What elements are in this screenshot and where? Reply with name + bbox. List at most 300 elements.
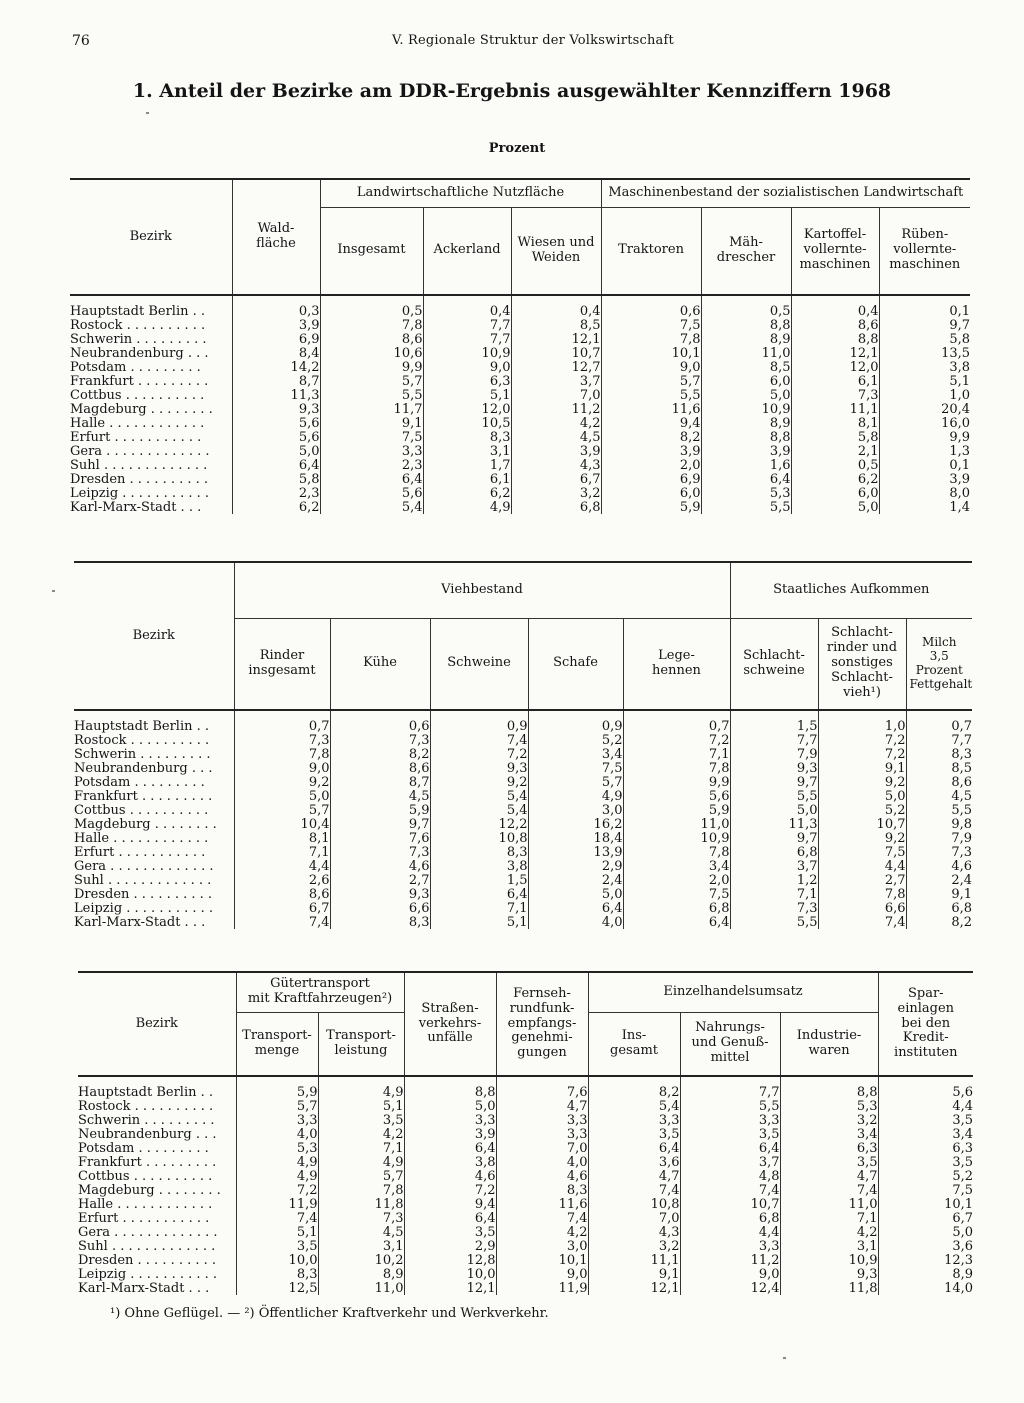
unit-label: Prozent bbox=[488, 141, 546, 156]
value-cell: 6,2 bbox=[423, 486, 511, 500]
value-cell: 5,3 bbox=[236, 1141, 318, 1155]
table-row bbox=[70, 318, 970, 332]
table-row bbox=[74, 747, 972, 761]
spacer-row bbox=[70, 295, 970, 304]
value-cell: 3,9 bbox=[601, 444, 701, 458]
spacer-cell bbox=[878, 1076, 973, 1085]
value-cell: 1,4 bbox=[879, 500, 970, 514]
value-cell: 1,3 bbox=[879, 444, 970, 458]
bezirk-name: Magdeburg . . . . . . . . bbox=[78, 1183, 221, 1197]
value-cell: 7,2 bbox=[818, 747, 906, 761]
group-header-aufkommen: Staatliches Aufkommen bbox=[730, 562, 972, 618]
value-cell: 0,3 bbox=[232, 304, 320, 318]
value-cell: 3,3 bbox=[404, 1113, 496, 1127]
value-cell: 3,9 bbox=[701, 444, 791, 458]
value-cell: 7,8 bbox=[601, 332, 701, 346]
value-cell: 8,4 bbox=[232, 346, 320, 360]
value-cell: 3,6 bbox=[878, 1239, 973, 1253]
value-cell: 1,7 bbox=[423, 458, 511, 472]
value-cell: 10,2 bbox=[318, 1253, 404, 1267]
value-cell: 8,6 bbox=[330, 761, 430, 775]
value-cell: 9,7 bbox=[879, 318, 970, 332]
value-cell: 4,7 bbox=[496, 1099, 588, 1113]
value-cell: 9,8 bbox=[906, 817, 972, 831]
value-cell: 5,9 bbox=[330, 803, 430, 817]
bezirk-name: Gera . . . . . . . . . . . . . bbox=[78, 1225, 218, 1239]
value-cell: 8,9 bbox=[701, 332, 791, 346]
value-cell: 11,0 bbox=[623, 817, 730, 831]
value-cell: 4,5 bbox=[511, 430, 601, 444]
table-row bbox=[78, 1211, 973, 1225]
bezirk-name: Leipzig . . . . . . . . . . . bbox=[78, 1267, 218, 1281]
table-row bbox=[70, 346, 970, 360]
value-cell: 7,4 bbox=[496, 1211, 588, 1225]
value-cell: 8,8 bbox=[701, 430, 791, 444]
col-header-rueben: Rüben- vollernte- maschinen bbox=[879, 207, 970, 295]
value-cell: 0,9 bbox=[430, 719, 528, 733]
value-cell: 9,4 bbox=[601, 416, 701, 430]
value-cell: 6,8 bbox=[906, 901, 972, 915]
value-cell: 5,5 bbox=[701, 500, 791, 514]
bezirk-name: Erfurt . . . . . . . . . . . bbox=[74, 845, 206, 859]
value-cell: 0,4 bbox=[423, 304, 511, 318]
bezirk-name: Rostock . . . . . . . . . . bbox=[74, 733, 210, 747]
spacer-cell bbox=[511, 295, 601, 304]
col-header-schlachtrinder: Schlacht- rinder und sonstiges Schlacht- vieh¹) bbox=[818, 618, 906, 710]
value-cell: 5,1 bbox=[423, 388, 511, 402]
value-cell: 7,2 bbox=[623, 733, 730, 747]
value-cell: 5,2 bbox=[818, 803, 906, 817]
value-cell: 7,7 bbox=[906, 733, 972, 747]
value-cell: 6,4 bbox=[680, 1141, 780, 1155]
value-cell: 4,2 bbox=[511, 416, 601, 430]
value-cell: 4,2 bbox=[318, 1127, 404, 1141]
col-header-kuehe: Kühe bbox=[330, 618, 430, 710]
value-cell: 11,7 bbox=[320, 402, 423, 416]
value-cell: 3,9 bbox=[879, 472, 970, 486]
table-row bbox=[70, 402, 970, 416]
value-cell: 6,3 bbox=[878, 1141, 973, 1155]
value-cell: 3,8 bbox=[404, 1155, 496, 1169]
value-cell: 1,0 bbox=[818, 719, 906, 733]
spacer-cell bbox=[404, 1076, 496, 1085]
spacer-row bbox=[74, 710, 972, 719]
value-cell: 5,9 bbox=[236, 1085, 318, 1099]
spacer-cell bbox=[430, 710, 528, 719]
value-cell: 6,8 bbox=[511, 500, 601, 514]
value-cell: 5,0 bbox=[232, 444, 320, 458]
value-cell: 8,5 bbox=[511, 318, 601, 332]
value-cell: 1,5 bbox=[730, 719, 818, 733]
value-cell: 7,4 bbox=[780, 1183, 878, 1197]
value-cell: 7,3 bbox=[330, 733, 430, 747]
value-cell: 6,6 bbox=[330, 901, 430, 915]
value-cell: 7,5 bbox=[818, 845, 906, 859]
value-cell: 7,3 bbox=[906, 845, 972, 859]
value-cell: 6,8 bbox=[623, 901, 730, 915]
bezirk-name: Schwerin . . . . . . . . . bbox=[70, 332, 207, 346]
value-cell: 3,5 bbox=[878, 1155, 973, 1169]
value-cell: 4,0 bbox=[236, 1127, 318, 1141]
value-cell: 3,1 bbox=[318, 1239, 404, 1253]
group-header-maschinen: Maschinenbestand der sozialistischen Landwirtschaft bbox=[601, 179, 970, 207]
value-cell: 0,1 bbox=[879, 458, 970, 472]
value-cell: 6,4 bbox=[232, 458, 320, 472]
value-cell: 3,5 bbox=[318, 1113, 404, 1127]
spacer-cell bbox=[730, 710, 818, 719]
value-cell: 9,0 bbox=[423, 360, 511, 374]
value-cell: 4,9 bbox=[236, 1169, 318, 1183]
value-cell: 3,9 bbox=[404, 1127, 496, 1141]
value-cell: 0,6 bbox=[330, 719, 430, 733]
spacer-cell bbox=[423, 295, 511, 304]
value-cell: 3,4 bbox=[623, 859, 730, 873]
value-cell: 12,7 bbox=[511, 360, 601, 374]
value-cell: 7,0 bbox=[496, 1141, 588, 1155]
value-cell: 7,7 bbox=[423, 332, 511, 346]
value-cell: 10,5 bbox=[423, 416, 511, 430]
value-cell: 0,6 bbox=[601, 304, 701, 318]
value-cell: 5,0 bbox=[234, 789, 330, 803]
value-cell: 16,2 bbox=[528, 817, 623, 831]
bezirk-name: Hauptstadt Berlin . . bbox=[70, 304, 206, 318]
value-cell: 7,1 bbox=[780, 1211, 878, 1225]
col-header-waldflaeche: Wald- fläche bbox=[232, 179, 320, 295]
value-cell: 1,0 bbox=[879, 388, 970, 402]
bezirk-name: Potsdam . . . . . . . . . bbox=[78, 1141, 209, 1155]
table-row bbox=[78, 1169, 973, 1183]
table-row bbox=[70, 374, 970, 388]
value-cell: 7,2 bbox=[236, 1183, 318, 1197]
bezirk-name: Gera . . . . . . . . . . . . . bbox=[70, 444, 210, 458]
value-cell: 9,4 bbox=[404, 1197, 496, 1211]
value-cell: 11,8 bbox=[318, 1197, 404, 1211]
bezirk-name: Suhl . . . . . . . . . . . . . bbox=[78, 1239, 216, 1253]
value-cell: 3,5 bbox=[404, 1225, 496, 1239]
value-cell: 3,3 bbox=[680, 1239, 780, 1253]
value-cell: 10,8 bbox=[430, 831, 528, 845]
value-cell: 7,1 bbox=[730, 887, 818, 901]
value-cell: 11,8 bbox=[780, 1281, 878, 1295]
col-header-schlachtschweine: Schlacht- schweine bbox=[730, 618, 818, 710]
value-cell: 4,4 bbox=[818, 859, 906, 873]
value-cell: 8,6 bbox=[320, 332, 423, 346]
table-transport-trade-savings bbox=[78, 971, 973, 1295]
table-body bbox=[70, 295, 970, 514]
bezirk-name: Hauptstadt Berlin . . bbox=[78, 1085, 214, 1099]
table-row bbox=[78, 1141, 973, 1155]
value-cell: 10,1 bbox=[601, 346, 701, 360]
bezirk-name: Magdeburg . . . . . . . . bbox=[70, 402, 213, 416]
value-cell: 14,0 bbox=[878, 1281, 973, 1295]
value-cell: 12,3 bbox=[878, 1253, 973, 1267]
spacer-cell bbox=[601, 295, 701, 304]
value-cell: 7,7 bbox=[730, 733, 818, 747]
bezirk-name: Schwerin . . . . . . . . . bbox=[78, 1113, 215, 1127]
value-cell: 5,0 bbox=[730, 803, 818, 817]
value-cell: 7,2 bbox=[404, 1183, 496, 1197]
bezirk-name: Halle . . . . . . . . . . . . bbox=[70, 416, 205, 430]
value-cell: 5,5 bbox=[730, 915, 818, 929]
value-cell: 5,2 bbox=[528, 733, 623, 747]
value-cell: 2,3 bbox=[232, 486, 320, 500]
col-header-bezirk: Bezirk bbox=[78, 972, 236, 1076]
value-cell: 3,0 bbox=[496, 1239, 588, 1253]
bezirk-name: Rostock . . . . . . . . . . bbox=[78, 1099, 214, 1113]
table-row bbox=[78, 1113, 973, 1127]
table-row bbox=[74, 831, 972, 845]
value-cell: 4,9 bbox=[318, 1085, 404, 1099]
value-cell: 3,8 bbox=[879, 360, 970, 374]
value-cell: 8,8 bbox=[701, 318, 791, 332]
col-header-bezirk: Bezirk bbox=[70, 179, 232, 295]
bezirk-name: Frankfurt . . . . . . . . . bbox=[78, 1155, 217, 1169]
value-cell: 11,0 bbox=[318, 1281, 404, 1295]
value-cell: 9,9 bbox=[623, 775, 730, 789]
value-cell: 10,1 bbox=[878, 1197, 973, 1211]
page-number: 76 bbox=[72, 33, 90, 49]
col-header-spareinlagen: Spar- einlagen bei den Kredit- instituten bbox=[878, 972, 973, 1076]
value-cell: 3,6 bbox=[588, 1155, 680, 1169]
table-row bbox=[78, 1253, 973, 1267]
value-cell: 3,5 bbox=[780, 1155, 878, 1169]
value-cell: 0,5 bbox=[320, 304, 423, 318]
value-cell: 2,1 bbox=[791, 444, 879, 458]
value-cell: 12,8 bbox=[404, 1253, 496, 1267]
value-cell: 7,3 bbox=[791, 388, 879, 402]
value-cell: 0,5 bbox=[791, 458, 879, 472]
value-cell: 5,7 bbox=[601, 374, 701, 388]
value-cell: 0,7 bbox=[623, 719, 730, 733]
value-cell: 5,8 bbox=[791, 430, 879, 444]
spacer-cell bbox=[528, 710, 623, 719]
value-cell: 8,6 bbox=[791, 318, 879, 332]
value-cell: 5,0 bbox=[404, 1099, 496, 1113]
value-cell: 2,7 bbox=[818, 873, 906, 887]
bezirk-name: Suhl . . . . . . . . . . . . . bbox=[70, 458, 208, 472]
value-cell: 7,8 bbox=[234, 747, 330, 761]
value-cell: 0,4 bbox=[511, 304, 601, 318]
spacer-cell bbox=[623, 710, 730, 719]
table-row bbox=[74, 719, 972, 733]
footnote: ¹) Ohne Geflügel. — ²) Öffentlicher Kraftverkehr und Werkverkehr. bbox=[110, 1306, 549, 1321]
value-cell: 11,0 bbox=[780, 1197, 878, 1211]
value-cell: 1,5 bbox=[430, 873, 528, 887]
value-cell: 5,5 bbox=[730, 789, 818, 803]
value-cell: 5,0 bbox=[878, 1225, 973, 1239]
value-cell: 2,3 bbox=[320, 458, 423, 472]
value-cell: 3,4 bbox=[878, 1127, 973, 1141]
value-cell: 4,3 bbox=[588, 1225, 680, 1239]
value-cell: 12,2 bbox=[430, 817, 528, 831]
bezirk-name: Halle . . . . . . . . . . . . bbox=[78, 1197, 213, 1211]
value-cell: 2,4 bbox=[528, 873, 623, 887]
value-cell: 5,0 bbox=[791, 500, 879, 514]
spacer-cell bbox=[318, 1076, 404, 1085]
value-cell: 5,1 bbox=[318, 1099, 404, 1113]
spacer-cell bbox=[791, 295, 879, 304]
spacer-row bbox=[78, 1076, 973, 1085]
value-cell: 6,4 bbox=[623, 915, 730, 929]
bezirk-name: Frankfurt . . . . . . . . . bbox=[70, 374, 209, 388]
value-cell: 10,7 bbox=[680, 1197, 780, 1211]
value-cell: 8,8 bbox=[780, 1085, 878, 1099]
value-cell: 5,6 bbox=[878, 1085, 973, 1099]
table-body bbox=[78, 1076, 973, 1295]
value-cell: 9,0 bbox=[496, 1267, 588, 1281]
value-cell: 7,5 bbox=[320, 430, 423, 444]
value-cell: 5,7 bbox=[320, 374, 423, 388]
value-cell: 8,6 bbox=[234, 887, 330, 901]
value-cell: 8,6 bbox=[906, 775, 972, 789]
value-cell: 13,9 bbox=[528, 845, 623, 859]
spacer-cell bbox=[496, 1076, 588, 1085]
value-cell: 5,7 bbox=[528, 775, 623, 789]
col-header-wiesen: Wiesen und Weiden bbox=[511, 207, 601, 295]
value-cell: 10,9 bbox=[780, 1253, 878, 1267]
table-row bbox=[70, 360, 970, 374]
value-cell: 5,7 bbox=[234, 803, 330, 817]
value-cell: 4,5 bbox=[906, 789, 972, 803]
table-row bbox=[70, 416, 970, 430]
value-cell: 8,3 bbox=[423, 430, 511, 444]
value-cell: 7,5 bbox=[528, 761, 623, 775]
value-cell: 16,0 bbox=[879, 416, 970, 430]
value-cell: 5,6 bbox=[623, 789, 730, 803]
value-cell: 8,9 bbox=[878, 1267, 973, 1281]
col-header-rinder: Rinder insgesamt bbox=[234, 618, 330, 710]
value-cell: 4,5 bbox=[318, 1225, 404, 1239]
bezirk-name: Cottbus . . . . . . . . . . bbox=[74, 803, 209, 817]
value-cell: 5,8 bbox=[879, 332, 970, 346]
value-cell: 5,6 bbox=[232, 430, 320, 444]
value-cell: 8,8 bbox=[791, 332, 879, 346]
value-cell: 6,3 bbox=[780, 1141, 878, 1155]
value-cell: 8,3 bbox=[906, 747, 972, 761]
bezirk-name: Leipzig . . . . . . . . . . . bbox=[74, 901, 214, 915]
value-cell: 6,6 bbox=[818, 901, 906, 915]
table-body bbox=[74, 710, 972, 929]
spacer-cell bbox=[236, 1076, 318, 1085]
bezirk-name: Dresden . . . . . . . . . . bbox=[70, 472, 209, 486]
bezirk-name: Cottbus . . . . . . . . . . bbox=[70, 388, 205, 402]
table-row bbox=[78, 1183, 973, 1197]
bezirk-name: Karl-Marx-Stadt . . . bbox=[78, 1281, 210, 1295]
value-cell: 4,5 bbox=[330, 789, 430, 803]
bezirk-name: Leipzig . . . . . . . . . . . bbox=[70, 486, 210, 500]
spacer-cell bbox=[78, 1076, 236, 1085]
value-cell: 6,1 bbox=[423, 472, 511, 486]
col-header-schweine: Schweine bbox=[430, 618, 528, 710]
value-cell: 12,1 bbox=[588, 1281, 680, 1295]
value-cell: 3,5 bbox=[680, 1127, 780, 1141]
col-header-schafe: Schafe bbox=[528, 618, 623, 710]
value-cell: 5,1 bbox=[430, 915, 528, 929]
group-header-gueter: Gütertransport mit Kraftfahrzeugen²) bbox=[236, 972, 404, 1012]
value-cell: 4,3 bbox=[511, 458, 601, 472]
value-cell: 8,3 bbox=[430, 845, 528, 859]
table-row bbox=[74, 803, 972, 817]
value-cell: 6,9 bbox=[232, 332, 320, 346]
value-cell: 8,3 bbox=[496, 1183, 588, 1197]
value-cell: 9,2 bbox=[234, 775, 330, 789]
spacer-cell bbox=[330, 710, 430, 719]
table-row bbox=[78, 1127, 973, 1141]
value-cell: 9,0 bbox=[234, 761, 330, 775]
value-cell: 9,1 bbox=[588, 1267, 680, 1281]
table-row bbox=[78, 1281, 973, 1295]
table-row bbox=[78, 1267, 973, 1281]
spacer-cell bbox=[680, 1076, 780, 1085]
spacer-cell bbox=[70, 295, 232, 304]
value-cell: 6,4 bbox=[701, 472, 791, 486]
bezirk-name: Erfurt . . . . . . . . . . . bbox=[70, 430, 202, 444]
col-header-nahrung: Nahrungs- und Genuß- mittel bbox=[680, 1012, 780, 1076]
value-cell: 5,4 bbox=[588, 1099, 680, 1113]
value-cell: 5,5 bbox=[906, 803, 972, 817]
value-cell: 5,6 bbox=[320, 486, 423, 500]
value-cell: 7,5 bbox=[878, 1183, 973, 1197]
table-row bbox=[74, 845, 972, 859]
running-head: V. Regionale Struktur der Volkswirtschaft bbox=[392, 33, 674, 48]
value-cell: 6,7 bbox=[878, 1211, 973, 1225]
table-row bbox=[70, 458, 970, 472]
bezirk-name: Karl-Marx-Stadt . . . bbox=[74, 915, 206, 929]
col-header-transportmenge: Transport- menge bbox=[236, 1012, 318, 1076]
value-cell: 8,5 bbox=[701, 360, 791, 374]
value-cell: 7,1 bbox=[623, 747, 730, 761]
value-cell: 5,9 bbox=[623, 803, 730, 817]
value-cell: 7,0 bbox=[511, 388, 601, 402]
value-cell: 4,6 bbox=[404, 1169, 496, 1183]
value-cell: 9,0 bbox=[601, 360, 701, 374]
value-cell: 7,4 bbox=[588, 1183, 680, 1197]
value-cell: 4,9 bbox=[423, 500, 511, 514]
col-header-maehdrescher: Mäh- drescher bbox=[701, 207, 791, 295]
value-cell: 3,8 bbox=[430, 859, 528, 873]
value-cell: 12,0 bbox=[423, 402, 511, 416]
value-cell: 4,6 bbox=[330, 859, 430, 873]
value-cell: 7,5 bbox=[623, 887, 730, 901]
table-row bbox=[74, 817, 972, 831]
value-cell: 9,3 bbox=[780, 1267, 878, 1281]
value-cell: 6,8 bbox=[730, 845, 818, 859]
value-cell: 4,9 bbox=[318, 1155, 404, 1169]
table-row bbox=[70, 430, 970, 444]
value-cell: 9,2 bbox=[818, 831, 906, 845]
table-row bbox=[78, 1197, 973, 1211]
spacer-cell bbox=[701, 295, 791, 304]
value-cell: 4,6 bbox=[496, 1169, 588, 1183]
table-row bbox=[74, 901, 972, 915]
value-cell: 7,1 bbox=[318, 1141, 404, 1155]
value-cell: 6,4 bbox=[404, 1141, 496, 1155]
col-header-fernseh: Fernseh- rundfunk- empfangs- genehmi- gungen bbox=[496, 972, 588, 1076]
table-row bbox=[70, 500, 970, 514]
value-cell: 5,8 bbox=[232, 472, 320, 486]
value-cell: 7,7 bbox=[423, 318, 511, 332]
value-cell: 4,2 bbox=[780, 1225, 878, 1239]
spacer-cell bbox=[906, 710, 972, 719]
table-row bbox=[70, 304, 970, 318]
value-cell: 8,3 bbox=[330, 915, 430, 929]
value-cell: 1,2 bbox=[730, 873, 818, 887]
group-header-einzelhandel: Einzelhandelsumsatz bbox=[588, 972, 878, 1012]
spacer-cell bbox=[74, 710, 234, 719]
value-cell: 9,9 bbox=[879, 430, 970, 444]
value-cell: 8,2 bbox=[906, 915, 972, 929]
value-cell: 14,2 bbox=[232, 360, 320, 374]
